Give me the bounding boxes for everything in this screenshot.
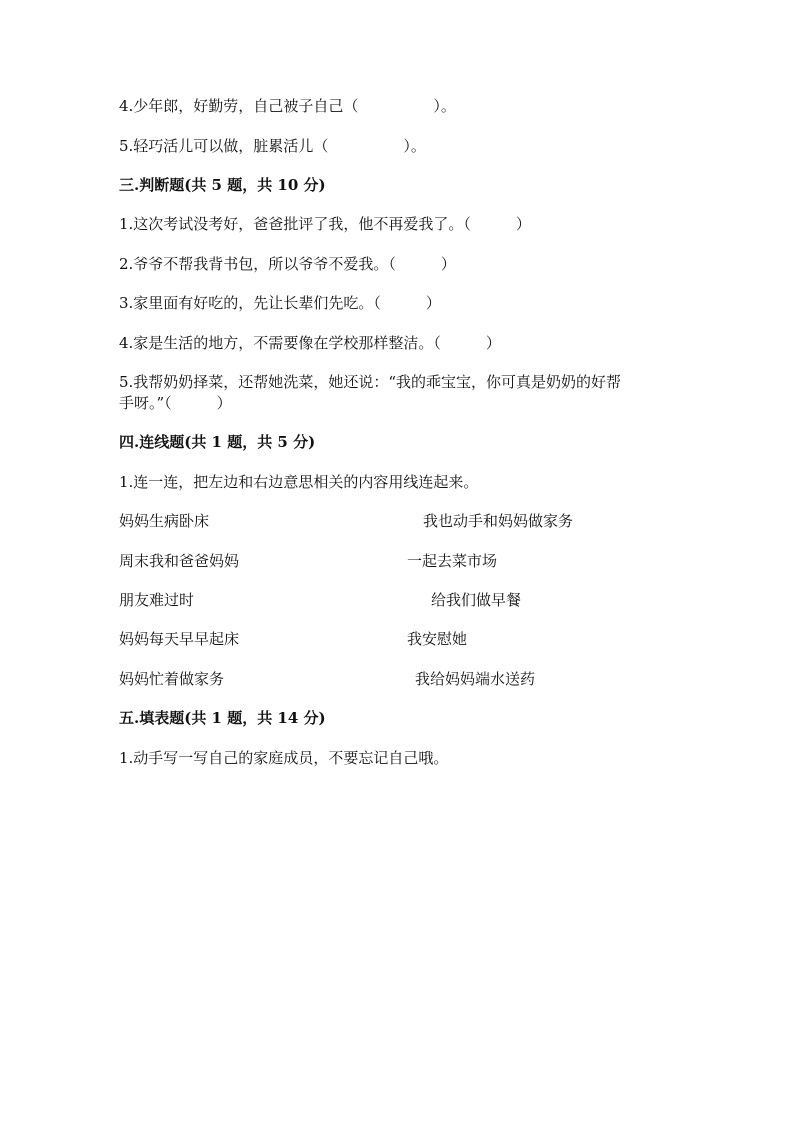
judge-item-5-line1: 5.我帮奶奶择菜，还帮她洗菜，她还说：“我的乖宝宝，你可真是奶奶的好帮 [119, 373, 621, 391]
fill-item-4: 4.少年郎，好勤劳，自己被子自己（ ）。 [119, 97, 456, 115]
match-left-4: 妈妈每天早早起床 [119, 630, 240, 648]
fill-item-5: 5.轻巧活儿可以做，脏累活儿（ ）。 [119, 137, 426, 155]
section4-heading: 四.连线题(共 1 题，共 5 分) [119, 433, 316, 451]
matching-question: 1.连一连，把左边和右边意思相关的内容用线连起来。 [119, 473, 479, 491]
match-right-3: 给我们做早餐 [431, 591, 522, 609]
table-question: 1.动手写一写自己的家庭成员，不要忘记自己哦。 [119, 749, 449, 767]
judge-item-3: 3.家里面有好吃的，先让长辈们先吃。（ ） [119, 294, 441, 312]
match-left-2: 周末我和爸爸妈妈 [119, 552, 240, 570]
match-left-1: 妈妈生病卧床 [119, 512, 210, 530]
match-left-5: 妈妈忙着做家务 [119, 670, 225, 688]
match-right-4: 我安慰她 [407, 630, 468, 648]
match-right-1: 我也动手和妈妈做家务 [423, 512, 574, 530]
match-right-5: 我给妈妈端水送药 [415, 670, 536, 688]
section5-heading: 五.填表题(共 1 题，共 14 分) [119, 709, 326, 727]
judge-item-5-line2: 手呀。”（ ） [119, 394, 232, 412]
judge-item-1: 1.这次考试没考好，爸爸批评了我，他不再爱我了。（ ） [119, 215, 531, 233]
judge-item-2: 2.爷爷不帮我背书包，所以爷爷不爱我。（ ） [119, 255, 456, 273]
judge-item-4: 4.家是生活的地方，不需要像在学校那样整洁。（ ） [119, 334, 501, 352]
match-right-2: 一起去菜市场 [407, 552, 498, 570]
match-left-3: 朋友难过时 [119, 591, 195, 609]
section3-heading: 三.判断题(共 5 题，共 10 分) [119, 176, 326, 194]
